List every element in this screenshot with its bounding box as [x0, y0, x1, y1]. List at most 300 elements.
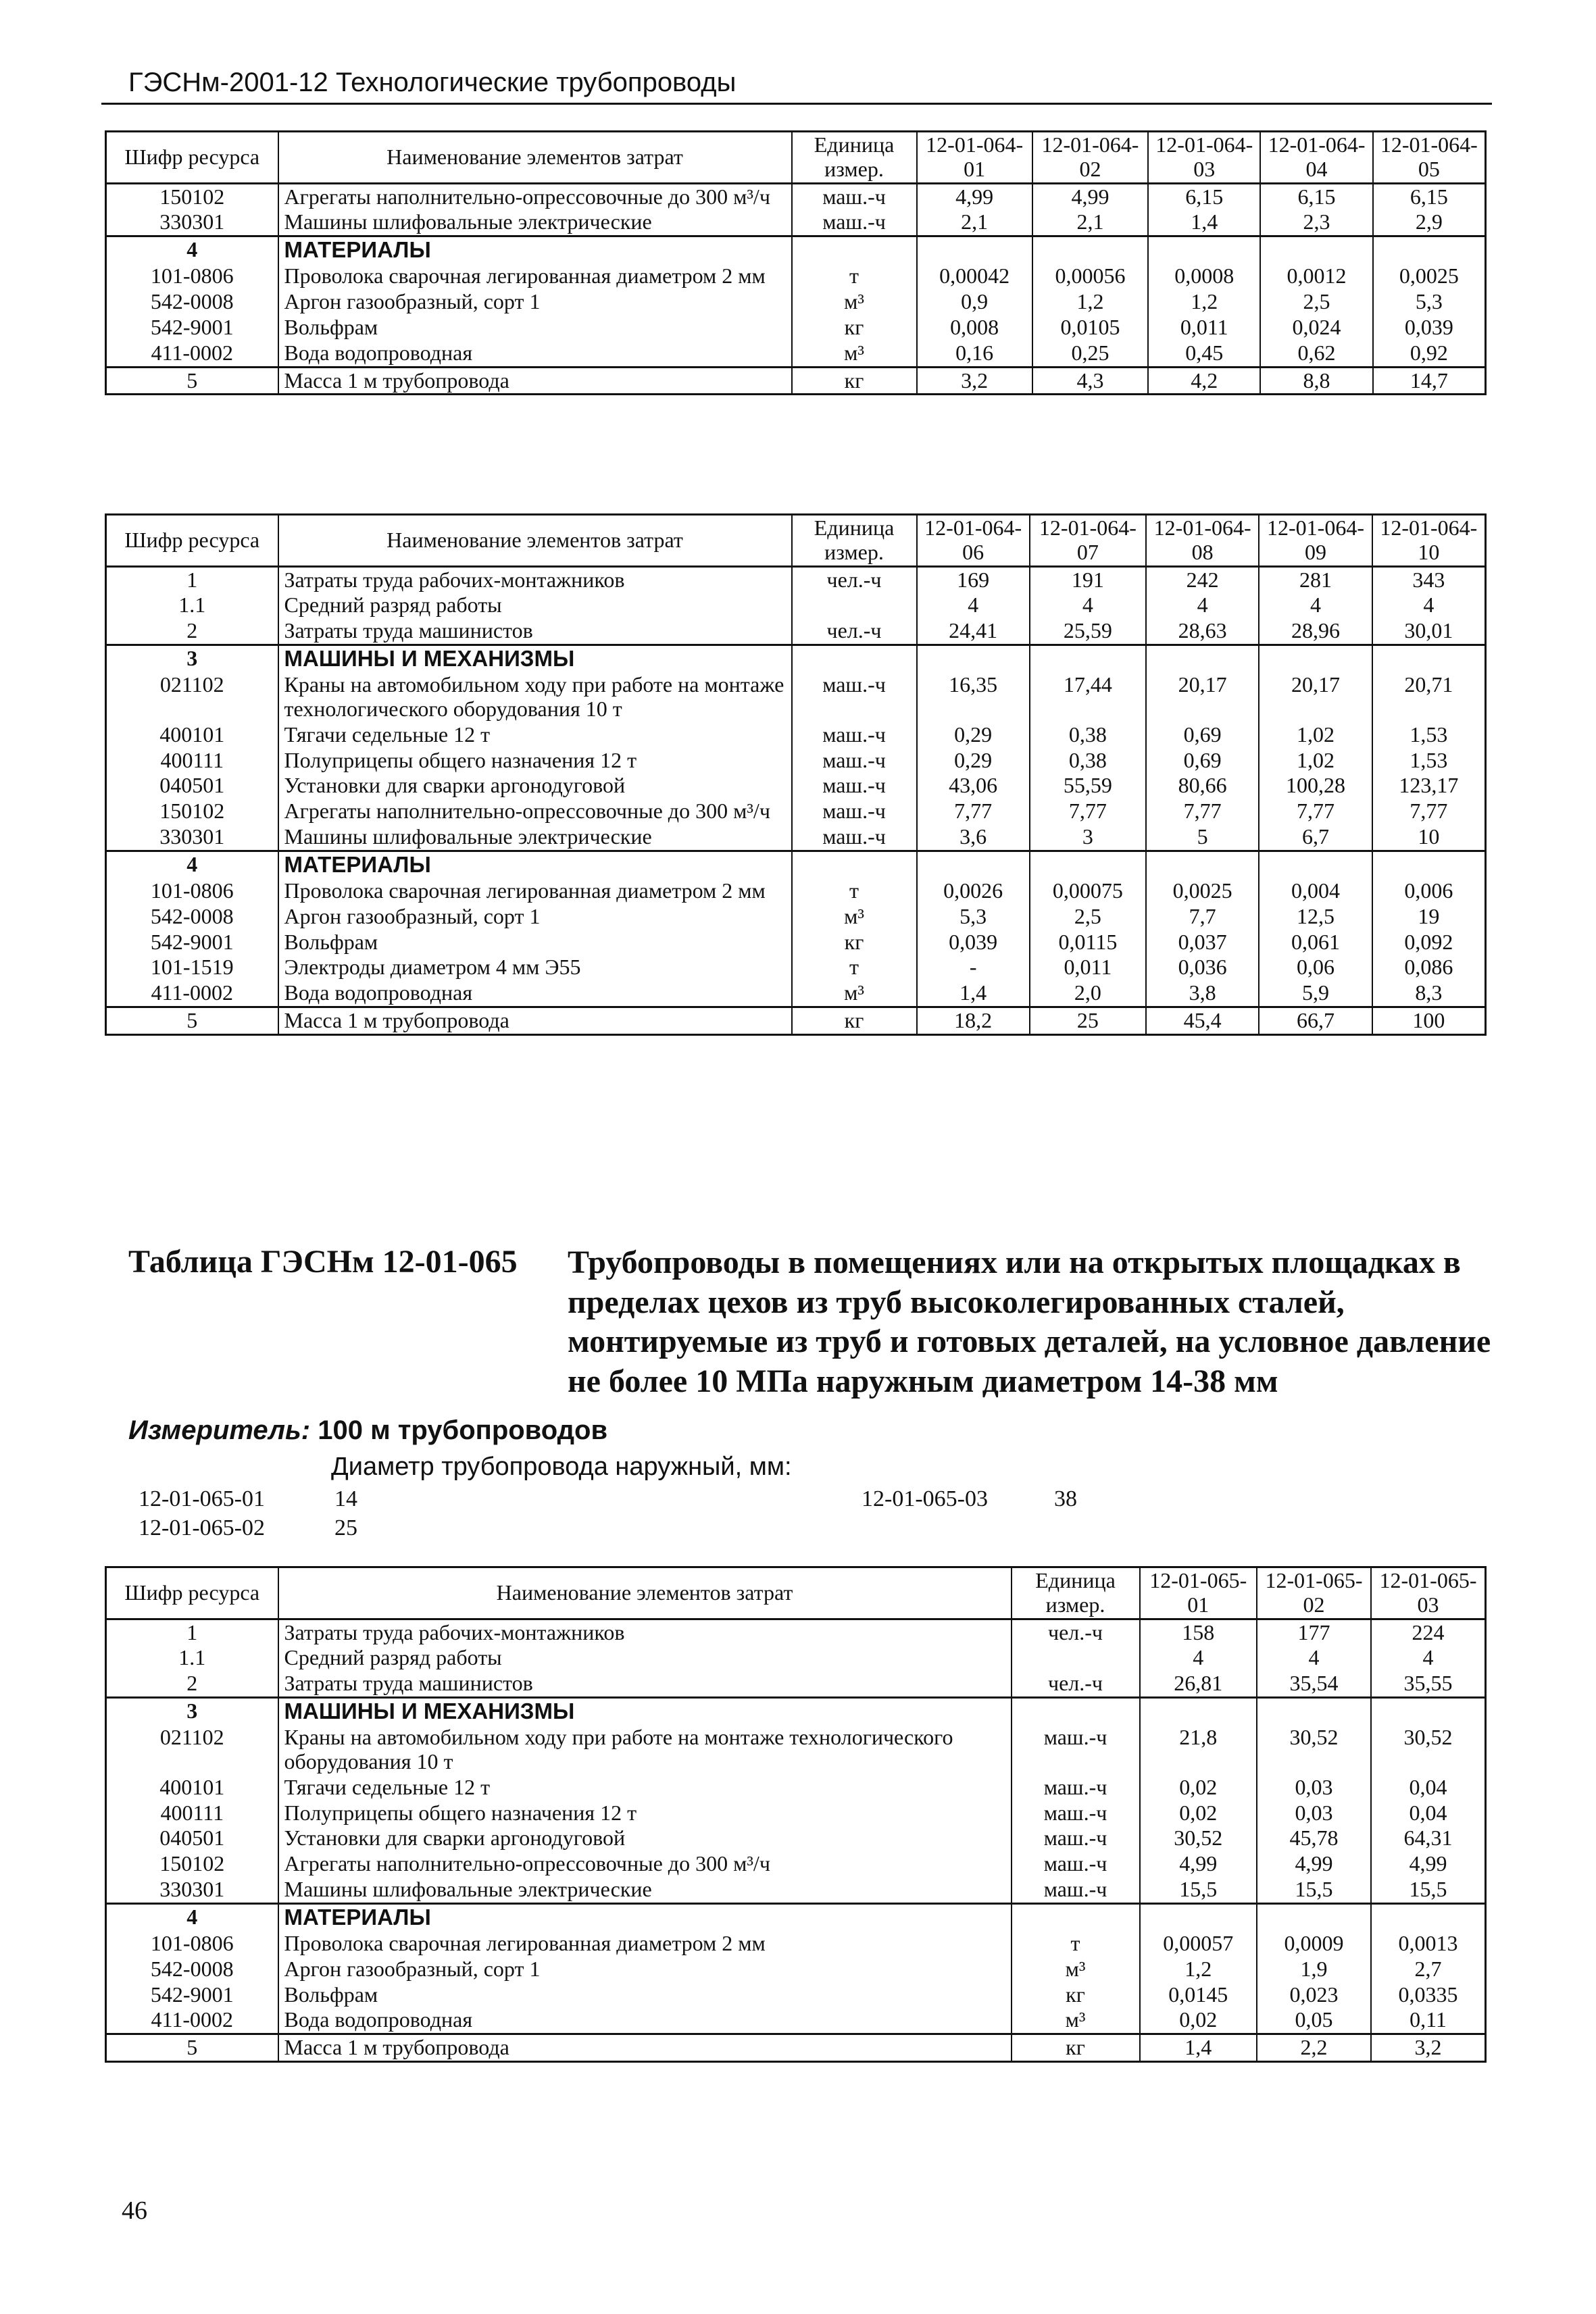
value-cell: 1,9	[1257, 1957, 1371, 1982]
value-cell: 0,03	[1257, 1801, 1371, 1826]
value-cell: 4,99	[1140, 1851, 1257, 1877]
diameter-value-02: 25	[334, 1515, 357, 1540]
unit-cell: маш.-ч	[792, 722, 917, 748]
element-name: Затраты труда рабочих-монтажников	[278, 1619, 1012, 1645]
header-unit: Единица измер.	[792, 132, 917, 184]
element-name: МАТЕРИАЛЫ	[278, 851, 792, 878]
value-cell: 17,44	[1030, 672, 1146, 722]
unit-cell	[1012, 1645, 1140, 1671]
header-column-code: 12-01-064-04	[1260, 132, 1372, 184]
empty-cell	[1140, 1698, 1257, 1725]
table-row	[106, 878, 1486, 904]
resource-code: 1	[106, 566, 278, 593]
header-unit: Единица измер.	[1012, 1567, 1140, 1619]
running-head: ГЭСНм-2001-12 Технологические трубопроводы	[128, 68, 737, 97]
element-name: Полуприцепы общего назначения 12 т	[278, 748, 792, 774]
empty-cell	[1371, 1903, 1486, 1930]
value-cell: 7,77	[917, 799, 1030, 824]
element-name: МАТЕРИАЛЫ	[278, 236, 792, 263]
header-column-code: 12-01-064-07	[1030, 515, 1146, 567]
element-name: МАШИНЫ И МЕХАНИЗМЫ	[278, 1698, 1012, 1725]
element-name: Вольфрам	[278, 315, 792, 341]
value-cell: 2,3	[1260, 209, 1372, 236]
table-header	[106, 1567, 1486, 1619]
unit-cell: чел.-ч	[792, 566, 917, 593]
value-cell: 4,99	[1257, 1851, 1371, 1877]
unit-cell: м³	[1012, 1957, 1140, 1982]
value-cell: 0,0013	[1398, 1930, 1458, 1955]
value-cell: 0,0009	[1257, 1931, 1371, 1957]
unit-cell: чел.-ч	[1012, 1671, 1140, 1697]
value-cell: 100	[1372, 1007, 1486, 1034]
element-name: Установки для сварки аргонодуговой	[278, 1826, 1012, 1851]
header-rule	[101, 103, 1492, 105]
empty-cell	[792, 851, 917, 878]
value-cell: 4	[1146, 593, 1259, 618]
value-cell: 6,7	[1259, 824, 1372, 851]
table-row	[106, 209, 1486, 236]
resource-table-065	[105, 1566, 1487, 2063]
value-cell: 0,02	[1140, 1801, 1257, 1826]
value-cell: 0,92	[1410, 340, 1448, 365]
resource-code: 400111	[106, 748, 278, 774]
value-cell: 0,38	[1030, 748, 1146, 774]
unit-cell: т	[792, 878, 917, 904]
diameter-value-03: 38	[1054, 1486, 1077, 1511]
value-cell: 20,17	[1259, 672, 1372, 722]
element-name: Вода водопроводная	[278, 980, 792, 1007]
resource-code: 542-9001	[106, 930, 278, 955]
table-row	[106, 1851, 1486, 1877]
value-cell: 0,0025	[1399, 263, 1459, 288]
unit-cell: кг	[792, 315, 917, 341]
section-row	[106, 1903, 1486, 1930]
section-row	[106, 645, 1486, 672]
resource-code: 4	[106, 236, 278, 263]
element-name: Масса 1 м трубопровода	[278, 1007, 792, 1034]
resource-code: 040501	[106, 1826, 278, 1851]
value-cell: 15,5	[1257, 1877, 1371, 1903]
value-cell: 0,086	[1404, 955, 1453, 980]
value-cell: 8,8	[1260, 367, 1372, 395]
value-cell: 28,96	[1259, 618, 1372, 645]
empty-cell	[1148, 236, 1260, 263]
value-cell: 1,4	[1140, 2034, 1257, 2062]
table-number-title: Таблица ГЭСНм 12-01-065	[128, 1244, 518, 1280]
resource-code: 5	[106, 2034, 278, 2062]
element-name: Установки для сварки аргонодуговой	[278, 773, 792, 799]
unit-cell: маш.-ч	[1012, 1801, 1140, 1826]
value-cell: 0,0115	[1030, 930, 1146, 955]
value-cell: 2,7	[1414, 1956, 1442, 1981]
element-name: Аргон газообразный, сорт 1	[278, 289, 792, 315]
value-cell: 28,63	[1146, 618, 1259, 645]
header-column-code: 12-01-064-06	[917, 515, 1030, 567]
value-cell: 0,023	[1257, 1982, 1371, 2008]
value-cell: 30,52	[1140, 1826, 1257, 1851]
unit-cell: маш.-ч	[1012, 1877, 1140, 1903]
unit-cell: м³	[792, 289, 917, 315]
table-row	[106, 799, 1486, 824]
value-cell: 1,53	[1410, 747, 1448, 772]
unit-cell	[792, 593, 917, 618]
element-name: Аргон газообразный, сорт 1	[278, 1957, 1012, 1982]
value-cell: 1,02	[1259, 722, 1372, 748]
empty-cell	[1257, 1903, 1371, 1930]
empty-cell	[1012, 1903, 1140, 1930]
value-cell: 7,77	[1146, 799, 1259, 824]
table-row	[106, 1645, 1486, 1671]
element-name: Агрегаты наполнительно-опрессовочные до 300 м³/ч	[278, 183, 792, 209]
empty-cell	[1259, 645, 1372, 672]
value-cell: 64,31	[1403, 1826, 1453, 1851]
value-cell: 4	[1140, 1645, 1257, 1671]
resource-code: 400111	[106, 1801, 278, 1826]
value-cell: 0,0012	[1260, 263, 1372, 289]
element-name: Масса 1 м трубопровода	[278, 2034, 1012, 2062]
value-cell: 0,092	[1404, 929, 1453, 954]
value-cell: 0,036	[1146, 955, 1259, 980]
table-row	[106, 824, 1486, 851]
value-cell: 2,0	[1030, 980, 1146, 1007]
value-cell: 30,01	[1404, 618, 1453, 643]
value-cell: 4	[1259, 593, 1372, 618]
empty-cell	[1140, 1903, 1257, 1930]
header-column-code: 12-01-064-09	[1259, 515, 1372, 567]
table-row	[106, 904, 1486, 930]
value-cell: 5,9	[1259, 980, 1372, 1007]
unit-cell: м³	[792, 904, 917, 930]
value-cell: 3,8	[1146, 980, 1259, 1007]
resource-code: 150102	[106, 799, 278, 824]
value-cell: 16,35	[917, 672, 1030, 722]
table-row	[106, 722, 1486, 748]
value-cell: 0,061	[1259, 930, 1372, 955]
unit-cell: маш.-ч	[1012, 1775, 1140, 1801]
resource-code: 542-9001	[106, 1982, 278, 2008]
value-cell: 15,5	[1409, 1877, 1447, 1902]
resource-code: 542-0008	[106, 1957, 278, 1982]
unit-cell: маш.-ч	[792, 748, 917, 774]
value-cell: 100,28	[1259, 773, 1372, 799]
value-cell: 7,77	[1410, 799, 1448, 824]
diameter-code-03: 12-01-065-03	[862, 1486, 988, 1511]
table-row	[106, 341, 1486, 367]
element-name: МАШИНЫ И МЕХАНИЗМЫ	[278, 645, 792, 672]
unit-cell: кг	[792, 367, 917, 395]
element-name: Краны на автомобильном ходу при работе на монтаже технологического оборудования 10 т	[278, 672, 792, 722]
unit-cell: т	[1012, 1931, 1140, 1957]
table-row	[106, 773, 1486, 799]
element-name: Затраты труда машинистов	[278, 618, 792, 645]
empty-cell	[1372, 645, 1486, 672]
value-cell: 1,4	[1148, 209, 1260, 236]
element-name: Электроды диаметром 4 мм Э55	[278, 955, 792, 980]
value-cell: 4	[1030, 593, 1146, 618]
resource-code: 411-0002	[106, 341, 278, 367]
value-cell: 0,0026	[917, 878, 1030, 904]
table-row	[106, 263, 1486, 289]
table-row	[106, 672, 1486, 722]
value-cell: 191	[1030, 566, 1146, 593]
resource-code: 411-0002	[106, 980, 278, 1007]
table-row	[106, 315, 1486, 341]
value-cell: 1,02	[1259, 748, 1372, 774]
element-name: Проволока сварочная легированная диаметром 2 мм	[278, 1931, 1012, 1957]
value-cell: 1,53	[1410, 722, 1448, 747]
resource-code: 150102	[106, 183, 278, 209]
unit-cell: т	[792, 263, 917, 289]
value-cell: 4	[1422, 1645, 1434, 1670]
table-row	[106, 1957, 1486, 1982]
value-cell: 55,59	[1030, 773, 1146, 799]
resource-code: 400101	[106, 722, 278, 748]
unit-cell: маш.-ч	[792, 824, 917, 851]
value-cell: 0,02	[1140, 1775, 1257, 1801]
value-cell: 158	[1140, 1619, 1257, 1645]
value-cell: 177	[1257, 1619, 1371, 1645]
value-cell: 43,06	[917, 773, 1030, 799]
value-cell: 21,8	[1140, 1725, 1257, 1775]
value-cell: 281	[1259, 566, 1372, 593]
resource-code: 101-1519	[106, 955, 278, 980]
resource-code: 5	[106, 367, 278, 395]
resource-code: 101-0806	[106, 263, 278, 289]
header-column-code: 12-01-064-05	[1373, 132, 1486, 184]
value-cell: 0,008	[917, 315, 1032, 341]
unit-cell: маш.-ч	[1012, 1826, 1140, 1851]
value-cell: 4,99	[917, 183, 1032, 209]
element-name: Вода водопроводная	[278, 341, 792, 367]
value-cell: 19	[1418, 903, 1440, 928]
table-row	[106, 1619, 1486, 1645]
value-cell: 45,78	[1257, 1826, 1371, 1851]
element-name: Вода водопроводная	[278, 2007, 1012, 2034]
element-name: Вольфрам	[278, 1982, 1012, 2008]
element-name: Агрегаты наполнительно-опрессовочные до 300 м³/ч	[278, 799, 792, 824]
value-cell: 242	[1146, 566, 1259, 593]
page-number: 46	[122, 2196, 147, 2225]
section-row	[106, 236, 1486, 263]
header-column-code: 12-01-064-08	[1146, 515, 1259, 567]
table-row	[106, 2007, 1486, 2034]
value-cell: 26,81	[1140, 1671, 1257, 1697]
unit-cell: кг	[792, 930, 917, 955]
value-cell: 0,38	[1030, 722, 1146, 748]
value-cell: 2,1	[1032, 209, 1148, 236]
value-cell: 0,25	[1032, 341, 1148, 367]
header-code: Шифр ресурса	[106, 515, 278, 567]
element-name: Агрегаты наполнительно-опрессовочные до 300 м³/ч	[278, 1851, 1012, 1877]
section-row	[106, 1698, 1486, 1725]
value-cell: 0,9	[917, 289, 1032, 315]
empty-cell	[792, 645, 917, 672]
empty-cell	[1260, 236, 1372, 263]
table-row	[106, 1725, 1486, 1775]
value-cell: 80,66	[1146, 773, 1259, 799]
element-name: Затраты труда рабочих-монтажников	[278, 566, 792, 593]
value-cell: 3,2	[1371, 2034, 1486, 2062]
element-name: Тягачи седельные 12 т	[278, 722, 792, 748]
table-header	[106, 515, 1486, 567]
value-cell: 0,037	[1146, 930, 1259, 955]
value-cell: 1,2	[1148, 289, 1260, 315]
element-name: Машины шлифовальные электрические	[278, 824, 792, 851]
resource-code: 411-0002	[106, 2007, 278, 2034]
unit-cell: кг	[1012, 2034, 1140, 2062]
table-row	[106, 1931, 1486, 1957]
table-row	[106, 183, 1486, 209]
element-name: Тягачи седельные 12 т	[278, 1775, 1012, 1801]
value-cell: 2,2	[1257, 2034, 1371, 2062]
header-column-code: 12-01-065-02	[1257, 1567, 1371, 1619]
value-cell: 8,3	[1415, 980, 1443, 1005]
resource-code: 2	[106, 618, 278, 645]
value-cell: 0,69	[1146, 722, 1259, 748]
unit-cell: маш.-ч	[792, 209, 917, 236]
value-cell: 0,0145	[1140, 1982, 1257, 2008]
value-cell: 0,69	[1146, 748, 1259, 774]
value-cell: 0,0025	[1146, 878, 1259, 904]
value-cell: 3,6	[917, 824, 1030, 851]
resource-code: 4	[106, 851, 278, 878]
value-cell: 0,00042	[917, 263, 1032, 289]
element-name: Вольфрам	[278, 930, 792, 955]
value-cell: 1,4	[917, 980, 1030, 1007]
table-row	[106, 930, 1486, 955]
value-cell: 0,00075	[1030, 878, 1146, 904]
table-row	[106, 618, 1486, 645]
resource-code: 101-0806	[106, 878, 278, 904]
section-row	[106, 851, 1486, 878]
value-cell: 66,7	[1259, 1007, 1372, 1034]
header-code: Шифр ресурса	[106, 132, 278, 184]
table-row	[106, 2034, 1486, 2062]
value-cell: 0,04	[1409, 1774, 1447, 1799]
header-column-code: 12-01-064-02	[1032, 132, 1148, 184]
empty-cell	[917, 645, 1030, 672]
value-cell: 6,15	[1148, 183, 1260, 209]
element-name: Затраты труда машинистов	[278, 1671, 1012, 1697]
value-cell: 15,5	[1140, 1877, 1257, 1903]
unit-cell: кг	[1012, 1982, 1140, 2008]
value-cell: 7,77	[1259, 799, 1372, 824]
table-row	[106, 980, 1486, 1007]
value-cell: 0,06	[1259, 955, 1372, 980]
diameter-code-01: 12-01-065-01	[139, 1486, 265, 1511]
table-row	[106, 593, 1486, 618]
table-row	[106, 1007, 1486, 1034]
header-column-code: 12-01-064-03	[1148, 132, 1260, 184]
unit-cell: маш.-ч	[1012, 1725, 1140, 1775]
value-cell: 0,29	[917, 722, 1030, 748]
resource-code: 542-0008	[106, 289, 278, 315]
empty-cell	[1372, 851, 1486, 878]
element-name: Средний разряд работы	[278, 593, 792, 618]
unit-cell: чел.-ч	[792, 618, 917, 645]
unit-cell: кг	[792, 1007, 917, 1034]
unit-cell: т	[792, 955, 917, 980]
value-cell: 2,9	[1415, 209, 1443, 234]
unit-cell: маш.-ч	[792, 672, 917, 722]
value-cell: 1,2	[1140, 1957, 1257, 1982]
value-cell: 4,2	[1148, 367, 1260, 395]
value-cell: -	[917, 955, 1030, 980]
diameter-value-01: 14	[334, 1486, 357, 1511]
element-name: Масса 1 м трубопровода	[278, 367, 792, 395]
empty-cell	[1146, 851, 1259, 878]
table-row	[106, 1801, 1486, 1826]
header-column-code: 12-01-065-01	[1140, 1567, 1257, 1619]
element-name: Краны на автомобильном ходу при работе на монтаже технологического оборудования 10 т	[278, 1725, 1012, 1775]
value-cell: 20,71	[1404, 672, 1453, 697]
value-cell: 0,04	[1409, 1800, 1447, 1825]
header-code: Шифр ресурса	[106, 1567, 278, 1619]
value-cell: 7,7	[1146, 904, 1259, 930]
empty-cell	[1257, 1698, 1371, 1725]
resource-code: 330301	[106, 209, 278, 236]
header-column-code: 12-01-064-10	[1372, 515, 1486, 567]
value-cell: 0,006	[1404, 878, 1453, 903]
empty-cell	[917, 236, 1032, 263]
value-cell: 4	[1257, 1645, 1371, 1671]
value-cell: 30,52	[1257, 1725, 1371, 1775]
value-cell: 25	[1030, 1007, 1146, 1034]
empty-cell	[1012, 1698, 1140, 1725]
table-row	[106, 1877, 1486, 1903]
header-unit: Единица измер.	[792, 515, 917, 567]
unit-cell: маш.-ч	[792, 773, 917, 799]
resource-code: 150102	[106, 1851, 278, 1877]
measure-value: 100 м трубопроводов	[318, 1415, 608, 1445]
value-cell: 2,1	[917, 209, 1032, 236]
empty-cell	[1030, 645, 1146, 672]
empty-cell	[1146, 645, 1259, 672]
element-name: Аргон газообразный, сорт 1	[278, 904, 792, 930]
resource-code: 101-0806	[106, 1931, 278, 1957]
value-cell: 4,99	[1409, 1851, 1447, 1876]
element-name: Машины шлифовальные электрические	[278, 1877, 1012, 1903]
resource-code: 021102	[106, 672, 278, 722]
value-cell: 0,024	[1260, 315, 1372, 341]
empty-cell	[792, 236, 917, 263]
header-column-code: 12-01-064-01	[917, 132, 1032, 184]
value-cell: 0,03	[1257, 1775, 1371, 1801]
table-body	[106, 1619, 1486, 2061]
resource-code: 1.1	[106, 1645, 278, 1671]
value-cell: 4	[917, 593, 1030, 618]
value-cell: 0,29	[917, 748, 1030, 774]
value-cell: 0,004	[1259, 878, 1372, 904]
value-cell: 1,2	[1032, 289, 1148, 315]
value-cell: 35,55	[1403, 1671, 1453, 1696]
table-header	[106, 132, 1486, 184]
header-row	[106, 515, 1486, 567]
value-cell: 24,41	[917, 618, 1030, 645]
value-cell: 30,52	[1403, 1725, 1453, 1750]
value-cell: 0,45	[1148, 341, 1260, 367]
value-cell: 0,02	[1140, 2007, 1257, 2034]
table-row	[106, 566, 1486, 593]
value-cell: 12,5	[1259, 904, 1372, 930]
resource-code: 542-9001	[106, 315, 278, 341]
element-name: Проволока сварочная легированная диаметром 2 мм	[278, 263, 792, 289]
value-cell: 6,15	[1260, 183, 1372, 209]
resource-code: 040501	[106, 773, 278, 799]
value-cell: 4,99	[1032, 183, 1148, 209]
value-cell: 18,2	[917, 1007, 1030, 1034]
header-name: Наименование элементов затрат	[278, 132, 792, 184]
